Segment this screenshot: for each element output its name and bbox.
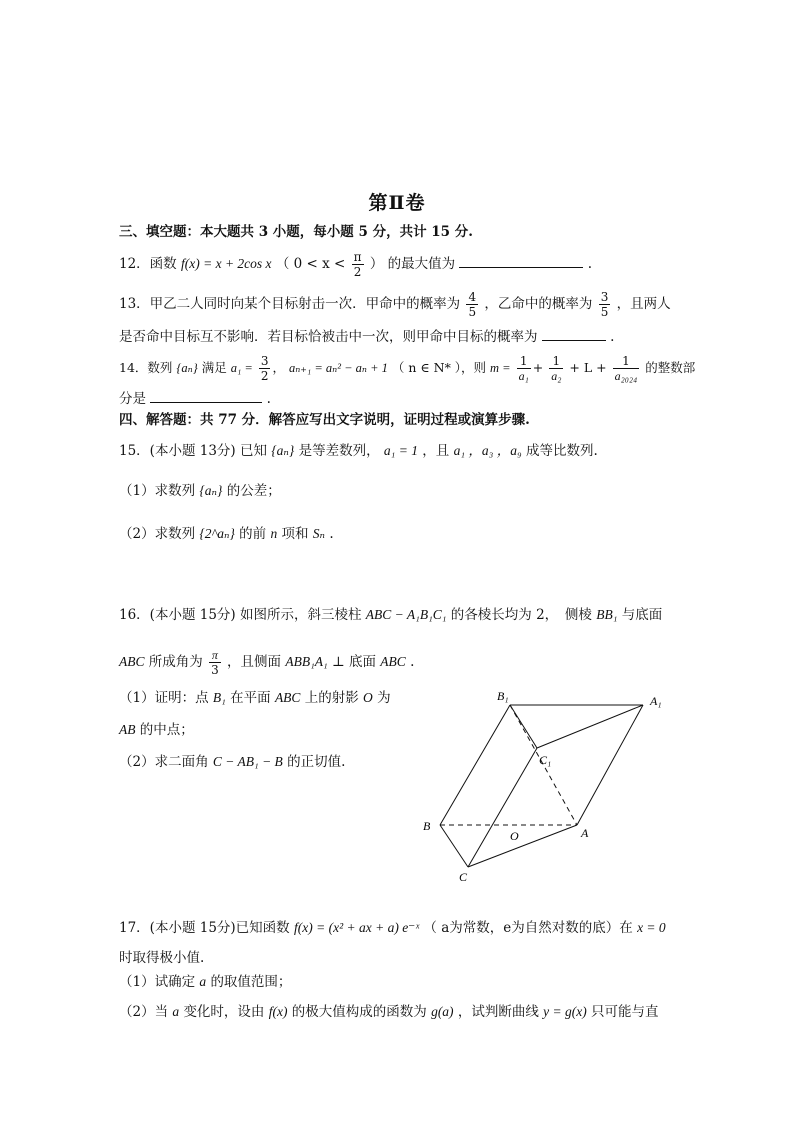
q17-p2-text-e: 只可能与直 (591, 1004, 659, 1020)
q14-end: . (266, 391, 271, 407)
question-14-line-2 (119, 388, 271, 409)
q16-base: ABC (119, 654, 145, 669)
question-16-line-2 (119, 648, 414, 677)
question-17-part-1 (119, 972, 291, 992)
q14-seq: {aₙ} (176, 361, 198, 375)
q13-text-a: 13．甲乙二人同时向某个目标射击一次．甲命中的概率为 (119, 296, 461, 312)
q15-p2-n: n (270, 526, 278, 541)
q13-text-c: ，且两人 (616, 296, 671, 312)
edge-c1-c (468, 748, 537, 867)
q17-p2-var: a (172, 1004, 180, 1019)
q12-tail: 的最大值为 (387, 256, 456, 272)
label-o: O (510, 829, 519, 843)
q15-seq: {aₙ} (271, 443, 295, 458)
q14-t3-den: a₂₀₂₄ (614, 369, 638, 383)
q16-text-g: . (410, 654, 415, 670)
q15-p2-s: Sₙ (312, 526, 326, 541)
q12-answer-blank[interactable] (459, 253, 583, 268)
question-14-line-1: 14．数列 {aₙ} 满足 a₁ = $\frac{3}{2}$ ， aₙ₊₁ = aₙ² − aₙ + 1 （ n ∈ N* ），则 m = $\frac{1}{\text{a₁}}$ + $\frac{1}{\text{a₂}}$ + L + $\frac{1}{\text{a₂₀₂₄}}$ 的整数部 (119, 354, 696, 383)
question-16-part-1 (119, 688, 391, 708)
q16-prism: ABC − A₁B₁C₁ (365, 607, 447, 622)
q12-prefix: 12．函数 (119, 256, 177, 272)
q17-p2-text-a: （2）当 (119, 1004, 169, 1020)
question-17-stem (119, 918, 666, 938)
q16-p1-text-c: 上的射影 (304, 690, 359, 706)
section-3-heading: 三、填空题：本大题共 3 小题，每小题 5 分，共计 15 分. (119, 224, 473, 240)
question-12 (119, 250, 592, 279)
q16-p1-text-a: （1）证明：点 (119, 690, 209, 706)
q16-base-2: ABC (380, 654, 406, 669)
edge-c1-a1 (537, 705, 643, 748)
label-c: C (459, 870, 468, 884)
q17-p2-fx: f(x) (268, 1004, 288, 1019)
q15-text-c: ，且 (422, 443, 450, 459)
q15-p1-text-a: （1）求数列 (119, 483, 196, 499)
q12-expression: f(x) = x + 2cos x (180, 256, 272, 271)
q16-text-b: 的各棱长均为 2， 侧棱 (450, 607, 592, 623)
q17-p2-text-d: ，试判断曲线 (457, 1004, 539, 1020)
q16-p1-o: O (363, 690, 373, 705)
q14-a1: a₁ = (230, 361, 253, 375)
q14-dots: + L + (569, 360, 607, 375)
prism-figure (415, 680, 685, 890)
q13-p1-num: 4 (468, 290, 477, 304)
q13-p2-den: 5 (600, 305, 609, 319)
edge-b1-c1 (510, 705, 537, 748)
q12-fraction (352, 250, 364, 279)
q14-condition: （ n ∈ N* ），则 (391, 360, 487, 375)
q15-p2-text-d: . (329, 526, 334, 542)
prism-diagram (415, 680, 685, 890)
q13-prob-jia (466, 290, 478, 319)
q12-frac-num: π (353, 250, 362, 264)
part-title: 第Ⅱ卷 (368, 192, 426, 214)
label-c1: C₁ (539, 753, 552, 767)
q16-text-c: 与底面 (621, 607, 663, 623)
question-13-line-2 (119, 326, 614, 347)
q14-t2-num: 1 (549, 354, 563, 369)
q16-p2-text-b: 的正切值. (287, 754, 346, 770)
q17-function: f(x) = (x² + ax + a) e⁻ˣ (293, 920, 420, 935)
edge-c-a (468, 825, 577, 867)
edge-a1-a (577, 705, 643, 825)
question-16-stem (119, 605, 662, 625)
q15-p1-seq: {aₙ} (199, 483, 223, 498)
question-17-line-2: 时取得极小值. (119, 950, 205, 966)
edge-b1-b (440, 705, 510, 825)
q17-p1-text-b: 的取值范围； (210, 974, 292, 990)
q14-a1-num: 3 (260, 354, 269, 368)
q13-prob-yi (599, 290, 611, 319)
q14-recurrence: aₙ₊₁ = aₙ² − aₙ + 1 (288, 361, 388, 375)
q16-text-e: ，且侧面 (227, 654, 282, 670)
edge-b-c (440, 825, 468, 867)
q12-frac-den: 2 (353, 265, 362, 279)
q17-text-b: （ a为常数，e为自然对数的底）在 (423, 920, 633, 936)
q15-terms: a₁ ，a₃ ，a₉ (453, 443, 522, 458)
q15-p2-text-a: （2）求数列 (119, 526, 196, 542)
q16-text-a: 16．(本小题 15分) 如图所示，斜三棱柱 (119, 607, 362, 623)
q13-answer-blank[interactable] (542, 326, 606, 341)
q13-text-d: 是否命中目标互不影响．若目标恰被击中一次，则甲命中目标的概率为 (119, 329, 538, 345)
q15-text-d: 成等比数列. (525, 443, 598, 459)
question-15-stem (119, 441, 598, 461)
q16-p1-ab: AB (119, 722, 136, 737)
q12-condition-open: （ 0 < x < (275, 256, 346, 272)
q16-text-d: 所成角为 (148, 654, 203, 670)
q16-p2-text-a: （2）求二面角 (119, 754, 209, 770)
q12-condition-close: ） (369, 256, 384, 272)
q17-p1-var: a (199, 974, 207, 989)
q12-end: . (587, 256, 593, 272)
q16-p1-text-d: 为 (377, 690, 391, 706)
q16-text-f: 底面 (349, 654, 376, 670)
q17-p2-text-c: 的极大值构成的函数为 (291, 1004, 427, 1020)
q16-p1-b1: B₁ (212, 690, 226, 705)
q15-p2-text-c: 项和 (281, 526, 309, 542)
question-16-part-1-line-2 (119, 720, 194, 740)
q14-text-a: 14．数列 (119, 360, 173, 375)
label-a: A (581, 826, 589, 840)
q15-cond1: a₁ = 1 (383, 443, 418, 458)
q16-ang-den: 3 (211, 663, 219, 677)
q17-p1-text-a: （1）试确定 (119, 974, 196, 990)
q14-t2-den: a₂ (551, 369, 562, 383)
q13-end: . (610, 329, 615, 345)
q17-p2-ga: g(a) (431, 1004, 454, 1019)
q16-p1-text-e: 的中点； (139, 722, 194, 738)
q16-p1-abc: ABC (274, 690, 301, 705)
q17-at: x = 0 (637, 920, 666, 935)
q17-p2-curve: y = g(x) (543, 1004, 587, 1019)
q16-perp: ⊥ (332, 654, 345, 670)
q14-a1-den: 2 (260, 369, 269, 383)
label-a1: A₁ (650, 694, 662, 708)
q15-p2-seq: {2^aₙ} (199, 526, 235, 541)
label-b1: B₁ (497, 689, 509, 703)
q16-face: ABB₁A₁ (285, 654, 328, 669)
q14-text-c: 的整数部 (645, 360, 696, 375)
question-15-part-2 (119, 524, 334, 544)
q16-ang-num: π (209, 648, 221, 663)
q13-p1-den: 5 (468, 305, 477, 319)
q14-answer-blank[interactable] (150, 388, 262, 403)
q15-p1-text-b: 的公差； (226, 483, 281, 499)
q16-p1-text-b: 在平面 (230, 690, 271, 706)
q14-text-b: 满足 (201, 360, 227, 375)
section-4-heading: 四、解答题：共 77 分．解答应写出文字说明，证明过程或演算步骤. (119, 412, 530, 428)
question-15-part-1 (119, 481, 281, 501)
q14-term-1 (517, 354, 531, 383)
q13-p2-num: 3 (600, 290, 609, 304)
q14-t3-num: 1 (613, 354, 640, 369)
q14-t1-den: a₁ (518, 369, 529, 383)
q13-text-b: ，乙命中的概率为 (484, 296, 593, 312)
q14-text-d: 分是 (119, 391, 146, 407)
label-b: B (423, 819, 431, 833)
q17-p2-text-b: 变化时，设由 (183, 1004, 265, 1020)
q15-text-b: 是等差数列， (298, 443, 380, 459)
question-16-part-2 (119, 752, 345, 772)
q14-m: m = (490, 361, 511, 375)
q14-a1-frac (259, 354, 271, 383)
q14-term-3 (613, 354, 640, 383)
q14-term-2 (549, 354, 563, 383)
q16-p2-angle: C − AB₁ − B (212, 754, 283, 769)
question-17-part-2 (119, 1002, 659, 1022)
question-13-line-1 (119, 290, 671, 319)
q16-angle-frac (209, 648, 221, 677)
q15-p2-text-b: 的前 (239, 526, 267, 542)
q15-text-a: 15．(本小题 13分) 已知 (119, 443, 267, 459)
q17-text-a: 17．(本小题 15分)已知函数 (119, 920, 290, 936)
q16-edge: BB₁ (596, 607, 618, 622)
q14-t1-num: 1 (517, 354, 531, 369)
